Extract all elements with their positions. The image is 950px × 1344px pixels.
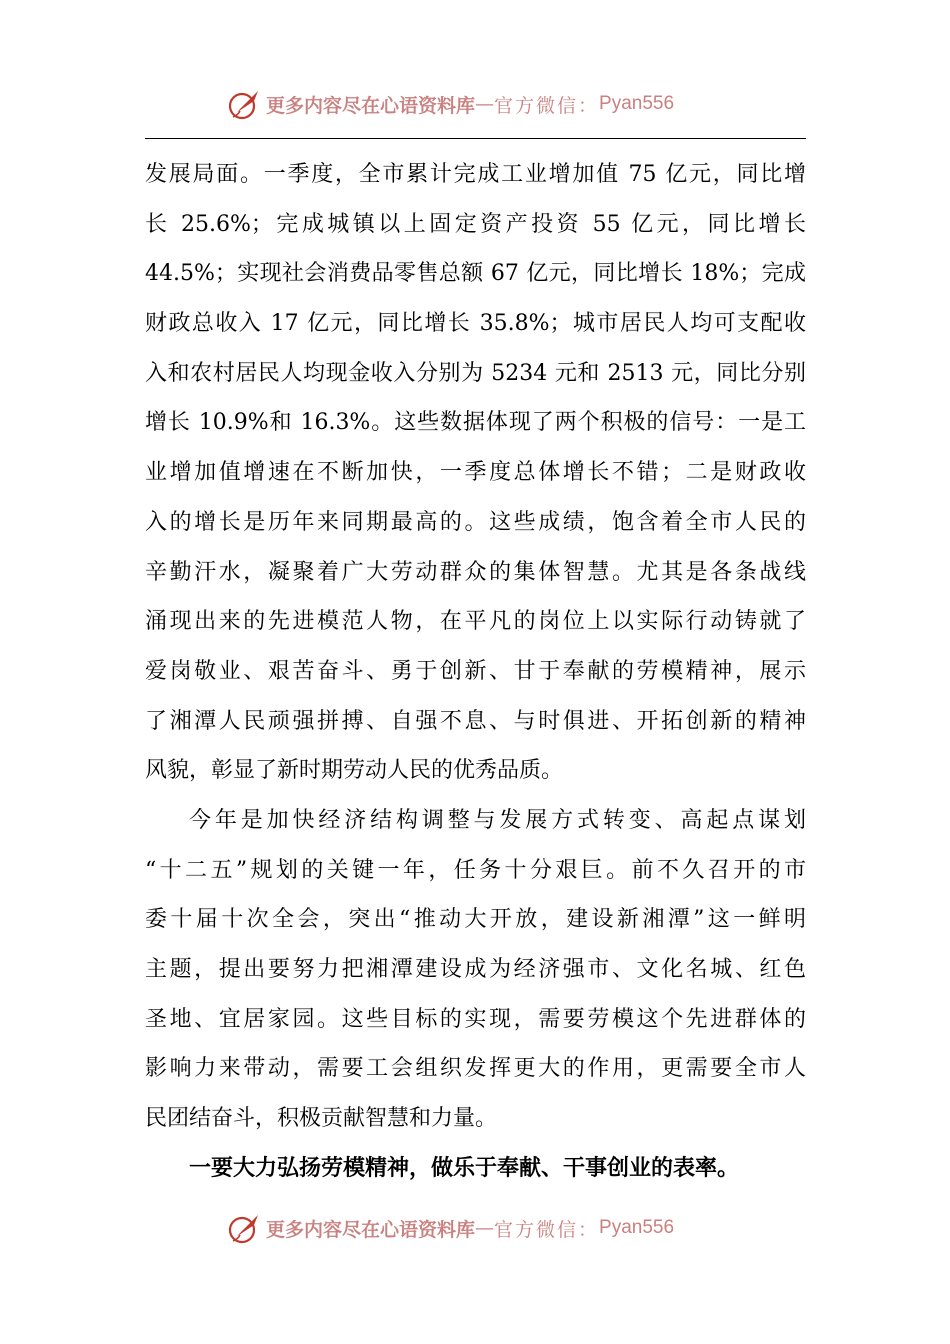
paragraph-1 (145, 150, 806, 796)
header-wechat-id: Pyan556 (599, 93, 675, 114)
footer-wechat-label: 官方微信： (494, 1218, 600, 1241)
footer-banner-dash: — (475, 1217, 495, 1239)
text-line: 辛勤汗水，凝聚着广大劳动群众的集体智慧。尤其是各条战线 (145, 559, 806, 585)
header-wechat-label: 官方微信： (494, 94, 600, 117)
header-banner (228, 84, 674, 124)
footer-banner-text: 更多内容尽在心语资料库 (266, 1218, 476, 1241)
text-line: 长 25.6%；完成城镇以上固定资产投资 55 亿元，同比增长 (145, 211, 806, 237)
document-body (145, 150, 806, 1193)
footer-banner (228, 1208, 674, 1248)
paragraph-2 (145, 796, 806, 1144)
header-banner-dash: — (475, 93, 495, 115)
header-banner-text: 更多内容尽在心语资料库 (266, 94, 476, 117)
text-line: 了湘潭人民顽强拼搏、自强不息、与时俱进、开拓创新的精神 (145, 708, 806, 734)
section-heading: 一要大力弘扬劳模精神，做乐于奉献、干事创业的表率。 (189, 1155, 740, 1181)
quill-logo-icon (228, 1211, 262, 1245)
text-line: 发展局面。一季度，全市累计完成工业增加值 75 亿元，同比增 (145, 162, 806, 187)
footer-wechat-id: Pyan556 (599, 1217, 675, 1238)
text-line: 增长 10.9%和 16.3%。这些数据体现了两个积极的信号：一是工 (145, 410, 806, 436)
text-line: 民团结奋斗，积极贡献智慧和力量。 (145, 1106, 498, 1132)
text-line: “十二五”规划的关键一年，任务十分艰巨。前不久召开的市 (145, 857, 806, 883)
header-rule (145, 138, 806, 139)
quill-logo-icon (228, 87, 262, 121)
text-line: 涌现出来的先进模范人物，在平凡的岗位上以实际行动铸就了 (145, 609, 806, 635)
text-line: 圣地、宜居家园。这些目标的实现，需要劳模这个先进群体的 (145, 1006, 806, 1032)
text-line: 44.5%；实现社会消费品零售总额 67 亿元，同比增长 18%；完成 (145, 261, 806, 287)
text-line: 主题，提出要努力把湘潭建设成为经济强市、文化名城、红色 (145, 957, 806, 982)
text-line: 财政总收入 17 亿元，同比增长 35.8%；城市居民人均可支配收 (145, 311, 806, 337)
text-line: 影响力来带动，需要工会组织发挥更大的作用，更需要全市人 (145, 1056, 806, 1082)
text-line: 今年是加快经济结构调整与发展方式转变、高起点谋划 (189, 807, 806, 833)
text-line: 入的增长是历年来同期最高的。这些成绩，饱含着全市人民的 (145, 509, 806, 535)
text-line: 入和农村居民人均现金收入分别为 5234 元和 2513 元，同比分别 (145, 360, 806, 386)
text-line: 委十届十次全会，突出“推动大开放，建设新湘潭”这一鲜明 (145, 907, 806, 933)
text-line: 风貌，彰显了新时期劳动人民的优秀品质。 (145, 758, 564, 784)
text-line: 业增加值增速在不断加快，一季度总体增长不错；二是财政收 (145, 460, 806, 486)
text-line: 爱岗敬业、艰苦奋斗、勇于创新、甘于奉献的劳模精神，展示 (145, 658, 806, 684)
